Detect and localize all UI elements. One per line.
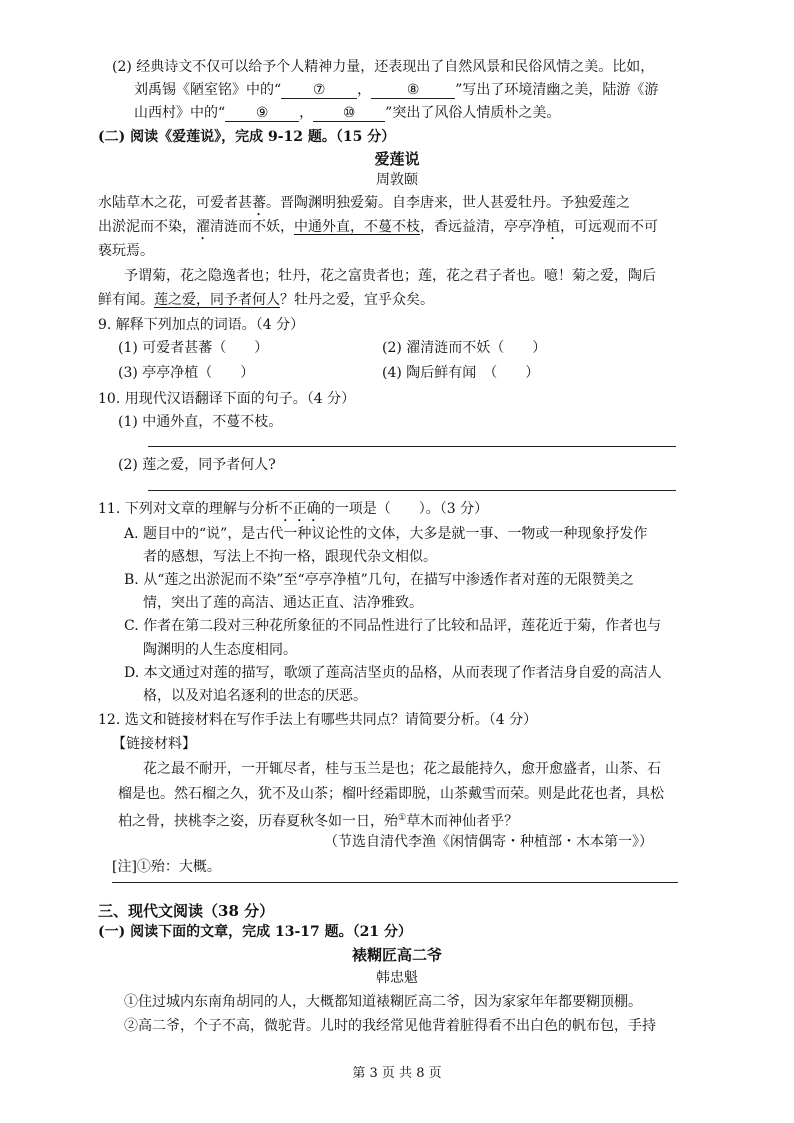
link-material-line2: 榴是也。然石榴之久，犹不及山茶；榴叶经霜即脱，山茶戴雪而荣。则是此花也者，具松 (118, 786, 664, 802)
q9-item-1[interactable]: (1) 可爱者甚蕃（ ） (118, 340, 269, 356)
blank-10[interactable]: ⑩ (313, 105, 385, 122)
q9-item-2[interactable]: (2) 濯清涟而不妖（ ） (382, 340, 547, 356)
article-title: 裱糊匠高二爷 (351, 946, 442, 964)
section-3-heading: 三、现代文阅读（38 分） (98, 902, 275, 920)
passage-p1-line3: 亵玩焉。 (98, 243, 154, 259)
q11-stem: 11. 下列对文章的理解与分析不正确的一项是（ ）。（3 分） (98, 501, 489, 517)
link-material-source: （节选自清代李渔《闲情偶寄・种植部・木本第一》） (324, 834, 653, 850)
q11-option-d[interactable]: D. 本文通过对莲的描写，歌颂了莲高洁坚贞的品格，从而表现了作者洁身自爱的高洁人 (124, 665, 662, 681)
q11-option-b-cont: 情，突出了莲的高洁、通达正直、洁净雅致。 (143, 595, 423, 611)
passage-p1-line1: 水陆草木之花，可爱者甚蕃。晋陶渊明独爱菊。自李唐来，世人甚爱牡丹。予独爱莲之 (98, 195, 630, 211)
q9-item-4[interactable]: (4) 陶后鲜有闻 （ ） (382, 365, 540, 381)
underlined-sentence-2: 莲之爱，同予者何人 (154, 292, 280, 308)
q9-item-3[interactable]: (3) 亭亭净植（ ） (118, 365, 255, 381)
q2-line2: 刘禹锡《陋室铭》中的“ ⑦ ， ⑧ ”写出了环境清幽之美，陆游《游 (134, 82, 659, 98)
article-para-2: ②高二爷，个子不高，微驼背。儿时的我经常见他背着脏得看不出白色的帆布包，手持 (124, 1018, 656, 1034)
answer-line-q12[interactable] (112, 882, 678, 883)
q10-sentence-1: (1) 中通外直，不蔓不枝。 (118, 414, 283, 430)
link-material-line1: 花之最不耐开，一开辄尽者，桂与玉兰是也；花之最能持久，愈开愈盛者，山茶、石 (143, 761, 661, 777)
footnote: [注]①殆：大概。 (112, 859, 221, 875)
passage-p1-line2: 出淤泥而不染，濯清涟而不妖，中通外直，不蔓不枝，香远益清，亭亭净植，可远观而不可 (98, 219, 658, 235)
link-material-line3: 柏之骨，挟桃李之姿，历春夏秋冬如一日，殆①草木而神仙者乎？ (118, 813, 519, 830)
q12-stem: 12. 选文和链接材料在写作手法上有哪些共同点？请简要分析。（4 分） (98, 712, 538, 728)
article-para-1: ①住过城内东南角胡同的人，大概都知道裱糊匠高二爷，因为家家年年都要糊顶棚。 (124, 994, 642, 1010)
passage-p2-line1: 予谓菊，花之隐逸者也；牡丹，花之富贵者也；莲，花之君子者也。噫！菊之爱，陶后 (124, 268, 656, 284)
blank-9[interactable]: ⑨ (225, 105, 299, 122)
answer-line-q10-1[interactable] (148, 446, 676, 447)
q10-stem: 10. 用现代汉语翻译下面的句子。（4 分） (98, 391, 356, 407)
passage-title: 爱莲说 (374, 150, 420, 168)
blank-8[interactable]: ⑧ (371, 82, 455, 99)
q11-option-a[interactable]: A. 题目中的“说”，是古代一种议论性的文体，大多是就一事、一物或一种现象抒发作 (124, 526, 648, 542)
q11-option-a-cont: 者的感想，写法上不拘一格，跟现代杂文相似。 (143, 549, 437, 565)
section-3-sub-heading: (一) 阅读下面的文章，完成 13-17 题。（21 分） (98, 924, 413, 940)
article-author: 韩忠魁 (376, 970, 418, 986)
passage-p2-line2: 鲜有闻。莲之爱，同予者何人？牡丹之爱，宜乎众矣。 (98, 292, 434, 308)
q2-line1: (2) 经典诗文不仅可以给予个人精神力量，还表现出了自然风景和民俗风情之美。比如， (112, 59, 655, 75)
underlined-sentence-1: 中通外直，不蔓不枝 (294, 219, 420, 235)
answer-line-q10-2[interactable] (148, 490, 676, 491)
section-2-heading: (二) 阅读《爱莲说》，完成 9-12 题。（15 分） (98, 129, 396, 145)
link-material-label: 【链接材料】 (112, 736, 196, 752)
q11-option-b[interactable]: B. 从“莲之出淤泥而不染”至“亭亭净植”几句，在描写中渗透作者对莲的无限赞美之 (124, 572, 634, 588)
q11-option-d-cont: 格，以及对追名逐利的世态的厌恶。 (143, 688, 367, 704)
q10-sentence-2: (2) 莲之爱，同予者何人? (118, 457, 276, 473)
q11-option-c[interactable]: C. 作者在第二段对三种花所象征的不同品性进行了比较和品评，莲花近于菊，作者也与 (124, 618, 662, 634)
passage-author: 周敦颐 (376, 172, 418, 188)
blank-7[interactable]: ⑦ (281, 82, 357, 99)
page-footer: 第 3 页 共 8 页 (352, 1066, 442, 1081)
q11-option-c-cont: 陶渊明的人生态度相同。 (143, 642, 297, 658)
footnote-marker: ① (398, 813, 407, 823)
q2-line3: 山西村》中的“ ⑨ ， ⑩ ”突出了风俗人情质朴之美。 (134, 105, 561, 121)
q9-stem: 9. 解释下列加点的词语。（4 分） (98, 317, 305, 333)
